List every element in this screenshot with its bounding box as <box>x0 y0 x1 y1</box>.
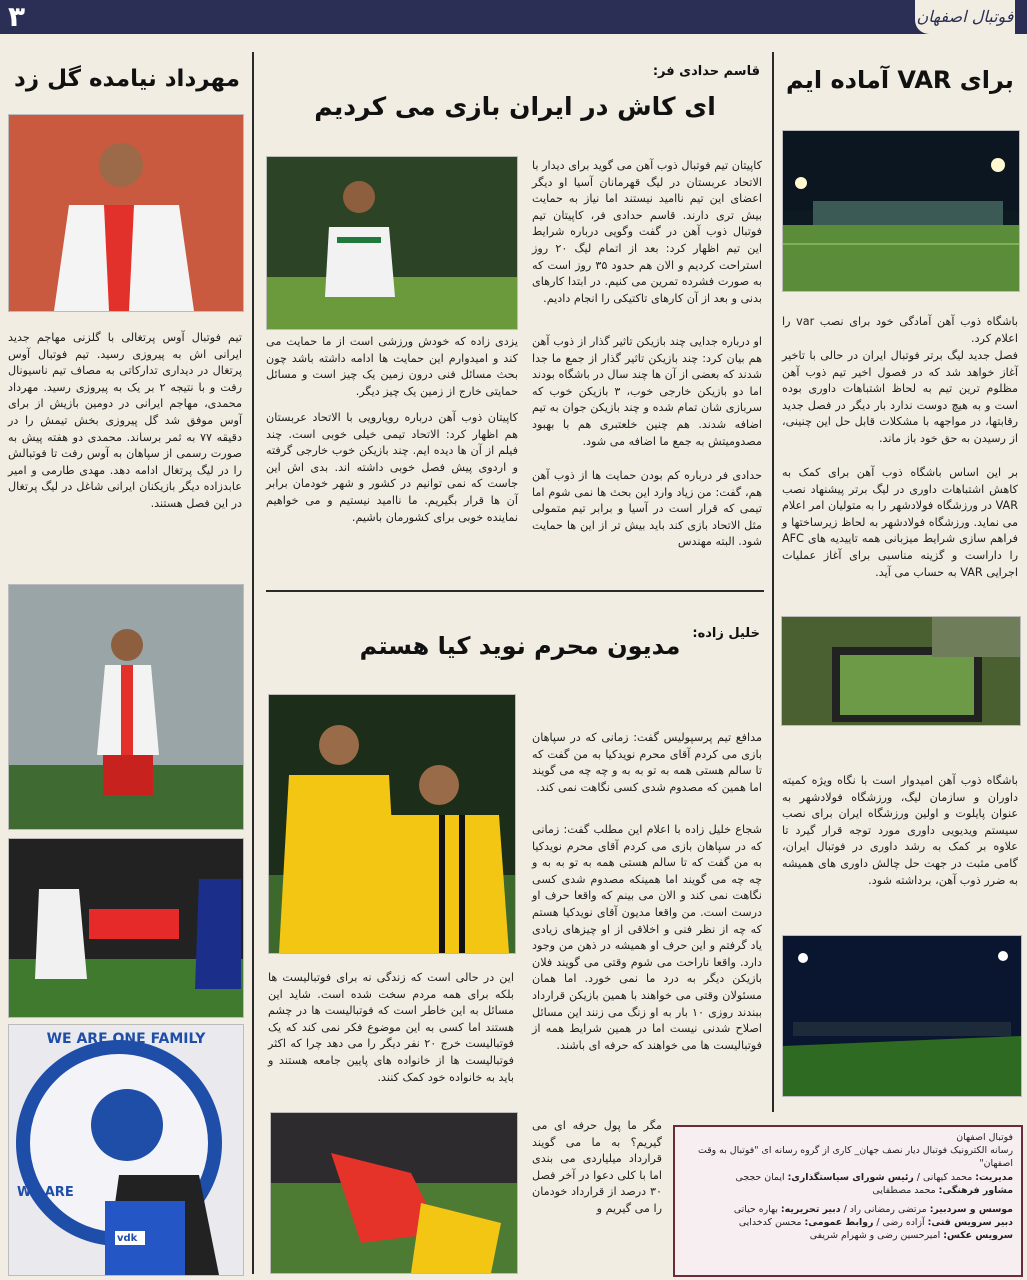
var-paragraph-2: فصل جدید لیگ برتر فوتبال ایران در حالی با تاخیر آغاز خواهد شد که در فصول اخیر تیم ذوب آهن مظلوم ترین تیم به لحاظ اشتباهات داوری بوده است و به هیچ دوست ندارد بار دیگر در فصل جدید رقابتها، در مواجهه با مشکلات قابل حل این چنینی، از رسیدن به حق خود باز ماند. <box>782 349 1018 445</box>
mohammadi-celebration-photo <box>8 114 244 312</box>
haddadifar-kicker: قاسم حدادی فر: <box>652 64 760 79</box>
page-number: ۳ <box>8 0 26 33</box>
gent-signing-photo <box>8 1024 244 1276</box>
masthead-logo: فوتبال اصفهان <box>915 0 1015 34</box>
credits-pr-name: محسن کدخدایی <box>738 1217 802 1229</box>
credits-council-name: ایمان حججی <box>735 1171 785 1183</box>
stadium-lights-photo <box>782 935 1022 1097</box>
credits-line-3: مدیریت: محمد کیهانی / رئیس شورای سیاستگذاری: ایمان حججی <box>735 1171 1013 1183</box>
gent-banner-text-2: WE ARE <box>17 1185 74 1200</box>
haddadifar-headline: ای کاش در ایران بازی می کردیم <box>314 92 716 121</box>
section-rule <box>266 590 764 592</box>
credits-editor-label: دبیر تحریریه: <box>780 1204 841 1216</box>
credits-photo-name: امیرحسین رضی و شهرام شریفی <box>809 1230 941 1242</box>
aves-player-photo-2 <box>8 838 244 1018</box>
column-rule-right <box>772 52 774 1112</box>
sepahan-players-photo <box>268 694 516 954</box>
var-paragraph-1: باشگاه ذوب آهن آمادگی خود برای نصب var را اعلام کرد. <box>782 315 1018 345</box>
credits-founder-name: مرتضی رمضانی راد <box>849 1204 927 1216</box>
credits-line-1: فوتبال اصفهان <box>956 1132 1013 1143</box>
credits-editor-name: بهاره حیاتی <box>733 1204 778 1216</box>
credits-advisor-name: محمد مصطفایی <box>872 1184 936 1196</box>
credits-tech-name: آزاده رضی <box>882 1217 925 1229</box>
haddadifar-text-c: حدادی فر درباره کم بودن حمایت ها از ذوب آهن هم، گفت: من زیاد وارد این بحث ها نمی شوم اما تیمی که قرار است در آسیا و برابر تیم متمولی مثل الاتحاد بازی کند باید بیش تر از این ها حمایت شود. البته مهندس <box>532 469 762 549</box>
persepolis-match-photo <box>270 1112 518 1274</box>
credits-manager-label: مدیریت: <box>975 1171 1013 1183</box>
var-paragraph-4: باشگاه ذوب آهن امیدوار است با نگاه ویژه کمیته داوران و سازمان لیگ، ورزشگاه فولادشهر به عنوان پایلوت و اولین ورزشگاه ایران برای نصب سیستم ویدیویی داوری مورد توجه قرار گیرد تا علاوه بر کمک به رشد داوری در فوتبال ایران، گامی مثبت در جهت حل چالش داوری های همیشه به ضرر ذوب آهن، برداشته شود. <box>782 774 1018 887</box>
var-monitor-photo <box>781 616 1021 726</box>
mohammadi-headline: مهرداد نیامده گل زد <box>14 66 240 92</box>
var-headline: برای VAR آماده ایم <box>786 66 1014 94</box>
credits-line-7 <box>683 1229 1013 1242</box>
credits-line-4 <box>683 1184 1013 1197</box>
credits-pr-label: روابط عمومی: <box>804 1217 874 1229</box>
credits-photo-label: سرویس عکس: <box>943 1230 1013 1242</box>
credits-council-label: رئیس شورای سیاستگذاری: <box>787 1171 914 1183</box>
credits-tech-label: دبیر سرویس فنی: <box>927 1217 1013 1229</box>
haddadifar-text-a: کاپیتان تیم فوتبال ذوب آهن می گوید برای دیدار با الاتحاد عربستان در لیگ قهرمانان آسیا او دیگر اعضای این تیم ناامید نیستند اما نیاز به حمایت بیش تری دارند. قاسم حدادی فر، کاپیتان تیم فوتبال ذوب آهن در گفت وگویی درباره شرایط این تیم اظهار کرد: بعد از اتمام لیگ ۲۰ روز استراحت کردیم و الان هم حدود ۳۵ روز است که به صورت فشرده تمرین می کنیم. در ابتدا کارهای بدنی و بعد از آن کارهای تاکتیکی را انجام دادیم. <box>532 159 763 305</box>
khalilzadeh-headline: مدیون محرم نوید کیا هستم <box>359 632 681 660</box>
credits-founder-label: موسس و سردبیر: <box>929 1204 1013 1216</box>
credits-line-5: موسس و سردبیر: مرتضی رمضانی راد / دبیر تحریریه: بهاره حیاتی <box>733 1204 1013 1216</box>
khalilzadeh-text-b: شجاع خلیل زاده با اعلام این مطلب گفت: زمانی که در سپاهان بازی می کردم آقای محرم نویدکیا به من گفت که تا سالم هستی همه به تو به به و چه چه می گویند اما همینکه مصدوم شدی کسی نگاهت نمی کند و الان می بینم که واقعا حرف او درست است. من واقعا مدیون آقای نویدکیا هستم که چه از نظر فنی و اخلاقی از او چیزهای زیادی یاد گرفتم و این حرف او همیشه در ذهن من وجود دارد. واقعا ناراحت می شوم وقتی می گویند فلان بازیکن دیگر به درد ما نمی خورد. اما همان مسئولان وقتی می خواهند با همین بازیکن قرارداد ببندند روزی ۱۰ بار به او زنگ می زنند این مسائل اصلاح شدنی نیست اما در همین شرایط همه از فوتبالیست ها می خواهند که حرفه ای باشند. <box>532 823 762 1052</box>
credits-line-2: رسانه الکترونیک فوتبال دیار نصف جهان_ کاری از گروه رسانه ای "فوتبال به وقت اصفهان" <box>697 1145 1013 1170</box>
top-bar <box>0 0 1027 34</box>
khalilzadeh-text-a: مدافع تیم پرسپولیس گفت: زمانی که در سپاهان بازی می کردم آقای محرم نویدکیا به من گفت که تا سالم هستی همه به تو به به و چه چه می گویند اما همین که مصدوم شدی کسی نگاهت نمی کند. <box>532 731 762 794</box>
khalilzadeh-text-c: این در حالی است که زندگی نه برای فوتبالیست ها بلکه برای همه مردم سخت شده است. شاید این مسائل به این خاطر است که فوتبالیست ها در چشم هستند اما کسی به این موضوع فکر نمی کند که یک فوتبالیست خرج ۲۰ نفر دیگر را می دهد چرا که اکثر فوتبالیست ها از خانواده های پایین جامعه هستند و باید به خانواده خود کمک کنند. <box>268 971 514 1084</box>
sponsor-text: vdk <box>117 1233 138 1244</box>
credits-manager-name: محمد کیهانی <box>922 1171 973 1183</box>
credits-advisor-label: مشاور فرهنگی: <box>938 1184 1013 1196</box>
credits-line-6: دبیر سرویس فنی: آزاده رضی / روابط عمومی: محسن کدخدایی <box>738 1217 1013 1229</box>
haddadifar-text-e: کاپیتان ذوب آهن درباره رویارویی با الاتحاد عربستان هم اظهار کرد: الاتحاد تیمی خیلی خوبی است. چند فیلم از آن ها دیده ایم. چند بازیکن خوب خارجی گرفته و اردوی پیش فصل خوبی داشته اند. بدی اش این جاست که نمی توانیم در کشور و شهر خودمان برابر آن ها قرار بگیریم. ما ناامید نیستیم و می خواهیم نماینده خوبی برای کشورمان باشیم. <box>266 411 518 524</box>
column-rule-left <box>252 52 254 1274</box>
haddadifar-text-d: یزدی زاده که خودش ورزشی است از ما حمایت می کند و امیدوارم این حمایت ها ادامه داشته باشد چون بحث مسائل فنی درون زمین یک چیز است و مسائل حمایتی خارج از زمین یک چیز دیگر. <box>266 335 518 398</box>
haddadifar-text-b: او درباره جدایی چند بازیکن تاثیر گذار از ذوب آهن هم بیان کرد: چند بازیکن تاثیر گذار از جمع ما جدا شدند که بعضی از آن ها چند سال در باشگاه بودند اما دو بازیکن خارجی خوب، ۳ بازیکن خوب که سربازی شان تمام شده و چند بازیکن جوان به تیم اضافه شدند. هم چنین خلعتبری هم با بهبود مصدومیتش به جمع ما اضافه می شود. <box>532 335 763 448</box>
aves-player-photo-1 <box>8 584 244 830</box>
khalilzadeh-text-d: مگر ما پول حرفه ای می گیریم؟ به ما می گویند قرارداد میلیاردی می بندی اما با کلی دعوا در آخر فصل ۳۰ درصد از قرارداد خودمان را می گیریم و <box>532 1119 662 1215</box>
stadium-night-photo <box>782 130 1020 292</box>
gent-banner-text: WE ARE ONE FAMILY <box>46 1031 206 1047</box>
khalilzadeh-kicker: خلیل زاده: <box>692 626 760 641</box>
zob-ahan-player-photo <box>266 156 518 330</box>
mohammadi-text: تیم فوتبال آوس پرتغالی با گلزنی مهاجم جدید ایرانی اش به پیروزی رسید. تیم فوتبال آوس پرتغال در دیداری تدارکاتی به مصاف تیم ناسیونال رفت و با نتیجه ۲ بر یک به پیروزی رسید. مهرداد محمدی، مهاجم ایرانی در دومین بازیش از برای آوس موفق شد گل پیروزی بخش تیمش را در دقیقه ۷۷ به ثمر برساند. محمدی دو هفته پیش به صورت رسمی از سپاهان به آوس رفت تا فوتبالش را در لیگ پرتغال ادامه دهد. مهدی طارمی و امیر عابدزاده دیگر بازیکنان ایرانی شاغل در لیگ پرتغال در این فصل هستند. <box>8 331 243 510</box>
credits-box <box>673 1125 1023 1277</box>
var-paragraph-3: بر این اساس باشگاه ذوب آهن برای کمک به کاهش اشتباهات داوری در لیگ برتر پیشنهاد نصب VAR در ورزشگاه فولادشهر را به متولیان امر اعلام می نماید. ورزشگاه فولادشهر به لحاظ زیرساختها و فراهم سازی شرایط میزبانی همه تاییدیه های AFC را داراست و گزینه مناسبی برای آغاز عملیات اجرایی VAR به حساب می آید. <box>782 466 1018 579</box>
